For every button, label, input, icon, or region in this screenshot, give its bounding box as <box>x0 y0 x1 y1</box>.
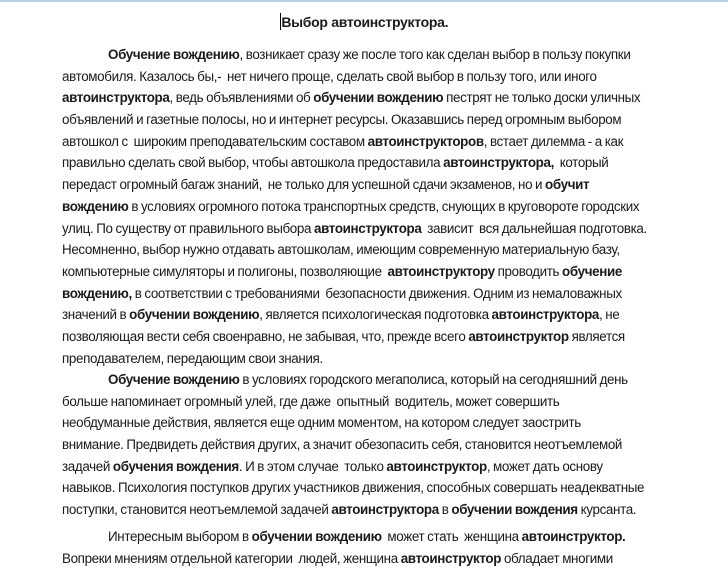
bold-keyword: автоинструктор. <box>521 529 626 544</box>
bold-keyword: обучении вождению <box>251 529 382 544</box>
text-run: , встает дилемма - а как <box>483 133 624 149</box>
bold-keyword: автоинструкторов <box>367 133 484 149</box>
text-line <box>62 131 682 153</box>
text-run: автошкол с широким преподавательским составом <box>62 133 368 149</box>
document-title[interactable] <box>0 12 728 32</box>
text-run: больше напоминает огромный улей, где даже опытный водитель, может совершить <box>62 393 560 409</box>
text-line <box>62 196 682 218</box>
bold-keyword: обучение <box>562 263 622 279</box>
text-line <box>62 239 682 261</box>
text-run: пестрят не только доски уличных <box>443 90 641 106</box>
text-line <box>62 548 682 570</box>
text-run: , ведь объявлениями об <box>169 90 314 106</box>
bold-keyword: вождению <box>62 198 129 214</box>
paragraph-1[interactable] <box>62 44 682 369</box>
text-line <box>62 456 682 478</box>
text-line <box>62 326 682 348</box>
bold-keyword: обучения вождения <box>112 458 239 474</box>
text-line <box>62 477 682 499</box>
text-run: , не <box>599 307 620 323</box>
text-run: в условиях огромного потока транспортных средств, снующих в круговороте городских <box>128 198 640 214</box>
text-run: навыков. Психология поступков других участников движения, способных совершать неадекватные <box>62 480 645 496</box>
text-run: внимание. Предвидеть действия других, а значит обезопасить себя, становится неотъемлемой <box>62 437 623 453</box>
text-run: объявлений и газетные полосы, но и интернет ресурсы. Оказавшись перед огромным выбором <box>62 112 622 128</box>
bold-keyword: вождению, <box>62 285 132 301</box>
bold-keyword: обучении вождению <box>129 307 260 323</box>
text-run: в соответствии с требованиями безопасности движения. Одним из немаловажных <box>131 285 622 301</box>
text-run: , возникает сразу же после того как сделан выбор в пользу покупки <box>239 47 631 62</box>
text-run: позволяющая вести себя своенравно, не забывая, что, прежде всего <box>62 328 469 344</box>
text-line <box>62 434 682 456</box>
text-line <box>62 109 682 131</box>
text-run: правильно сделать свой выбор, чтобы автошкола предоставила <box>62 155 444 171</box>
text-run: , может дать основу <box>486 458 603 474</box>
text-line <box>62 391 682 413</box>
text-line <box>62 87 682 109</box>
paragraph-3[interactable] <box>62 526 682 569</box>
text-run: . И в этом случае только <box>238 458 387 474</box>
text-line <box>62 526 682 548</box>
text-line <box>62 412 682 434</box>
bold-keyword: Обучение вождению <box>108 47 240 62</box>
text-run: поступки, становится неотъемлемой задачей <box>62 502 332 518</box>
text-run: улиц. По существу от правильного выбора <box>62 220 314 236</box>
text-run: Несомненно, выбор нужно отдавать автошколам, имеющим современную материальную базу, <box>62 242 620 258</box>
text-line <box>62 304 682 326</box>
text-run: курсанта. <box>577 502 637 518</box>
bold-keyword: автоинструктора <box>62 90 170 106</box>
text-run: является <box>568 328 625 344</box>
text-run: значений в <box>62 307 130 323</box>
text-run: компьютерные симуляторы и полигоны, позволяющие <box>62 263 388 279</box>
bold-keyword: обучении вождения <box>451 502 578 518</box>
text-run: автомобиля. Казалось бы,- нет ничего проще, сделать свой выбор в пользу того, или иного <box>62 68 597 84</box>
bold-keyword: автоинструктора <box>491 307 600 323</box>
bold-keyword: Обучение вождению <box>108 372 240 387</box>
bold-keyword: обучит <box>545 177 590 193</box>
paragraph-2[interactable] <box>62 369 682 521</box>
bold-keyword: автоинструктор <box>386 458 487 474</box>
text-run: в <box>438 502 452 518</box>
text-line <box>62 44 682 66</box>
bold-keyword: автоинструктора, <box>443 155 554 171</box>
bold-keyword: автоинструктор <box>400 550 502 566</box>
text-line <box>62 261 682 283</box>
bold-keyword: автоинструктора <box>331 502 439 518</box>
text-run: , является психологическая подготовка <box>259 307 492 323</box>
bold-keyword: автоинструктора <box>313 220 422 236</box>
text-run: обладает многими <box>501 550 613 566</box>
text-run: необдуманные действия, является еще одним моментом, на котором следует заострить <box>62 415 581 431</box>
bold-keyword: автоинструктор <box>468 328 569 344</box>
text-run: проводить <box>494 263 563 279</box>
text-line <box>62 369 682 391</box>
text-run: Интересным выбором в <box>108 529 252 544</box>
text-line <box>62 499 682 521</box>
text-line <box>62 348 682 370</box>
text-line <box>62 218 682 240</box>
text-run: в условиях городского мегаполиса, который на сегодняшний день <box>239 372 628 387</box>
text-line <box>62 174 682 196</box>
document-title-text: Выбор автоинструктора. <box>281 14 449 30</box>
text-run: может стать женщина <box>381 529 522 544</box>
text-line <box>62 66 682 88</box>
bold-keyword: автоинструктору <box>387 263 495 279</box>
text-run: Вопреки мнениям отдельной категории людей, женщина <box>62 550 401 566</box>
text-run: преподавателем, передающим свои знания. <box>62 350 323 366</box>
text-run: зависит вся дальнейшая подготовка. <box>421 220 647 236</box>
text-line <box>62 283 682 305</box>
bold-keyword: обучении вождению <box>313 90 444 106</box>
text-line <box>62 152 682 174</box>
window-top-border <box>0 0 728 2</box>
text-run: передаст огромный багаж знаний, не только для успешной сдачи экзаменов, но и <box>62 177 546 193</box>
text-run: задачей <box>62 458 113 474</box>
text-run: который <box>553 155 609 171</box>
